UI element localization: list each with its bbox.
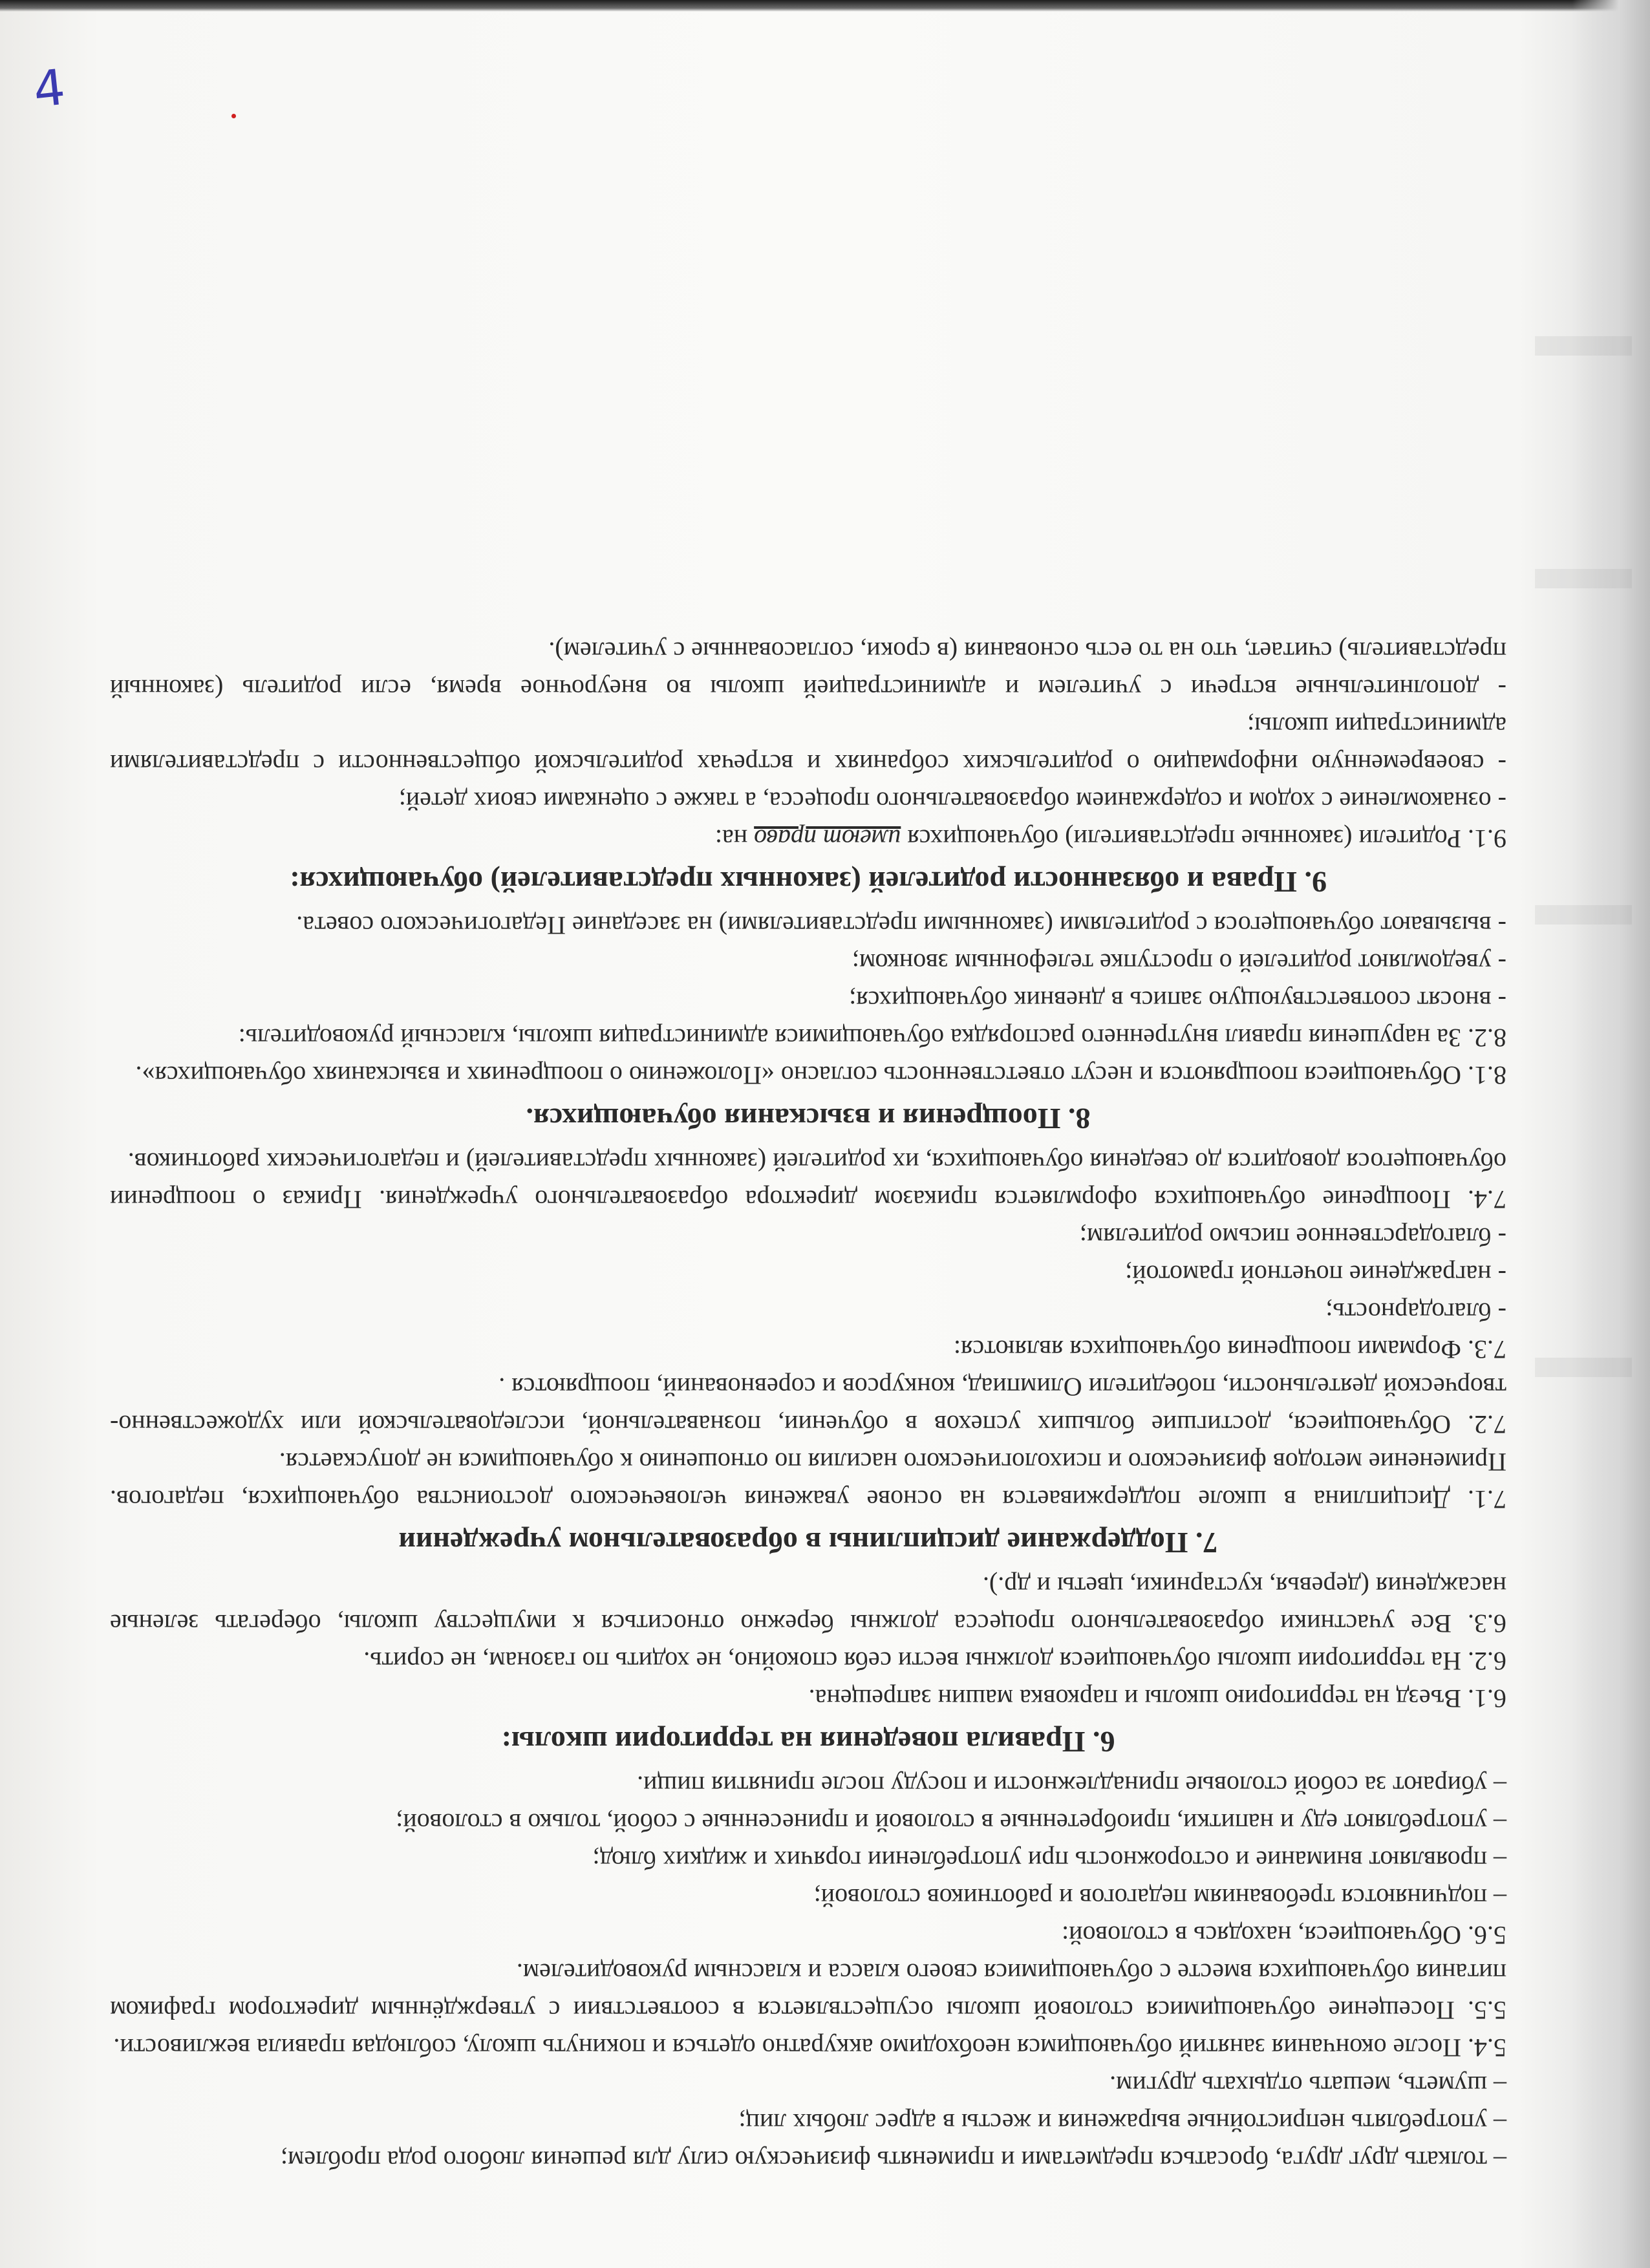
- section-heading: 7. Поддержание дисциплины в образовательном учреждении: [398, 1526, 1218, 1559]
- paragraph-item: 6.2. На территории школы обучающиеся должны вести себя спокойно, не ходить по газонам, не сорить.: [363, 1647, 1506, 1676]
- paragraph-item: – употребляют еду и напитки, приобретенные в столовой и принесенные с собой, только в столовой;: [396, 1808, 1506, 1837]
- paragraph-item: 7.2. Обучающиеся, достигшие больших успехов в обучении, познавательной, исследовательской или художественно-творческой деятельности, победители Олимпиад, конкурсов и соревнований, поощряются .: [110, 1373, 1506, 1439]
- paragraph-item: - вносят соответствующую запись в дневник обучающихся;: [849, 986, 1506, 1015]
- bleed-through: [1535, 336, 1632, 356]
- paragraph-item: - награждение почетной грамотой;: [1125, 1260, 1506, 1289]
- scanner-edge: [0, 0, 1650, 12]
- paragraph-item: 7.1. Дисциплина в школе поддерживается на основе уважения человеческого достоинства обучающихся, педагогов. Применение методов физического и психологического насилия по отношению к обучающимся не допускается.: [110, 1448, 1506, 1514]
- paragraph-item: - своевременную информацию о родительских собраниях и встречах родительской общественности с представителями администрации школы;: [110, 712, 1506, 778]
- paragraph-item: – употреблять непристойные выражения и жесты в адрес любых лиц;: [738, 2108, 1506, 2137]
- paragraph-item: 8.1. Обучающиеся поощряются и несут ответственность согласно «Положению о поощрениях и взысканиях обучающихся».: [135, 1061, 1506, 1090]
- paragraph-item: 6.3. Все участники образовательного процесса должны бережно относиться к имуществу школы, оберегать зеленые насаждения (деревья, кустарники, цветы и др.).: [110, 1572, 1506, 1638]
- paragraph-item: 6.1. Въезд на территорию школы и парковка машин запрещена.: [808, 1684, 1506, 1713]
- section-heading: 9. Права и обязанности родителей (законных представителей) обучающихся:: [290, 866, 1327, 899]
- paragraph-item: - ознакомление с ходом и содержанием образовательного процесса, а также с оценками своих детей;: [398, 787, 1506, 816]
- paragraph-item: - уведомляют родителей о проступке телефонным звонком;: [852, 948, 1506, 978]
- paragraph-item: - дополнительные встречи с учителем и администрацией школы во внеурочное время, если родитель (законный представитель) считает, что на то есть основания (в сроки, согласованные с учителем).: [110, 637, 1506, 703]
- document-body-upside-down: [97, 97, 1519, 2185]
- paragraph-item: – проявляют внимание и осторожность при употреблении горячих и жидких блюд;: [592, 1846, 1506, 1875]
- section-heading: 8. Поощрения и взыскания обучающихся.: [526, 1102, 1091, 1135]
- bleed-through: [1535, 1358, 1632, 1377]
- bleed-through: [1535, 905, 1632, 925]
- paragraph-item: 8.2. За нарушения правил внутреннего распорядка обучающимися администрация школы, классный руководитель:: [238, 1023, 1506, 1053]
- section-heading: 6. Правила поведения на территории школы:: [501, 1726, 1115, 1759]
- paragraph-text: на:: [714, 824, 755, 853]
- paragraph-item: 5.5. Посещение обучающимися столовой школы осуществляется в соответствии с утверждённым директором графиком питания обучающихся вместе с обучающимися своего класса и классным руководителем.: [110, 1958, 1506, 2025]
- handwritten-page-number: 4: [30, 58, 68, 119]
- paragraph-item: 5.4. После окончания занятий обучающимся необходимо аккуратно одеться и покинуть школу, соблюдая правила вежливости.: [113, 2033, 1506, 2062]
- paragraph-item: – шуметь, мешать отдыхать другим.: [1109, 2071, 1506, 2100]
- paragraph-item: – убирают за собой столовые принадлежности и посуду после принятия пищи.: [637, 1771, 1506, 1800]
- paragraph-item: 5.6. Обучающиеся, находясь в столовой:: [1062, 1921, 1506, 1950]
- paragraph-item: 7.4. Поощрение обучающихся оформляется приказом директора образовательного учреждения. Приказ о поощрении обучающегося доводится до сведения обучающихся, их родителей (законных представителей) и педагогических работников.: [110, 1148, 1506, 1214]
- paragraph-item: 7.3. Формами поощрения обучающихся являются:: [953, 1335, 1506, 1364]
- underlined-text: имеют право: [754, 824, 901, 853]
- paragraph-item: [110, 820, 1506, 857]
- paragraph-item: – подчиняются требованиям педагогов и работников столовой;: [813, 1883, 1506, 1912]
- paragraph-item: - благодарственное письмо родителям;: [1079, 1223, 1506, 1252]
- paragraph-item: - вызывают обучающегося с родителями (законными представителями) на заседание Педагогического совета.: [296, 911, 1506, 940]
- paragraph-item: - благодарность;: [1325, 1298, 1506, 1327]
- paragraph-text: 9.1. Родители (законные представители) обучающихся: [901, 824, 1506, 853]
- bleed-through: [1535, 569, 1632, 588]
- paragraph-item: – толкать друг друга, бросаться предметами и применять физическую силу для решения любого рода проблем;: [280, 2146, 1506, 2175]
